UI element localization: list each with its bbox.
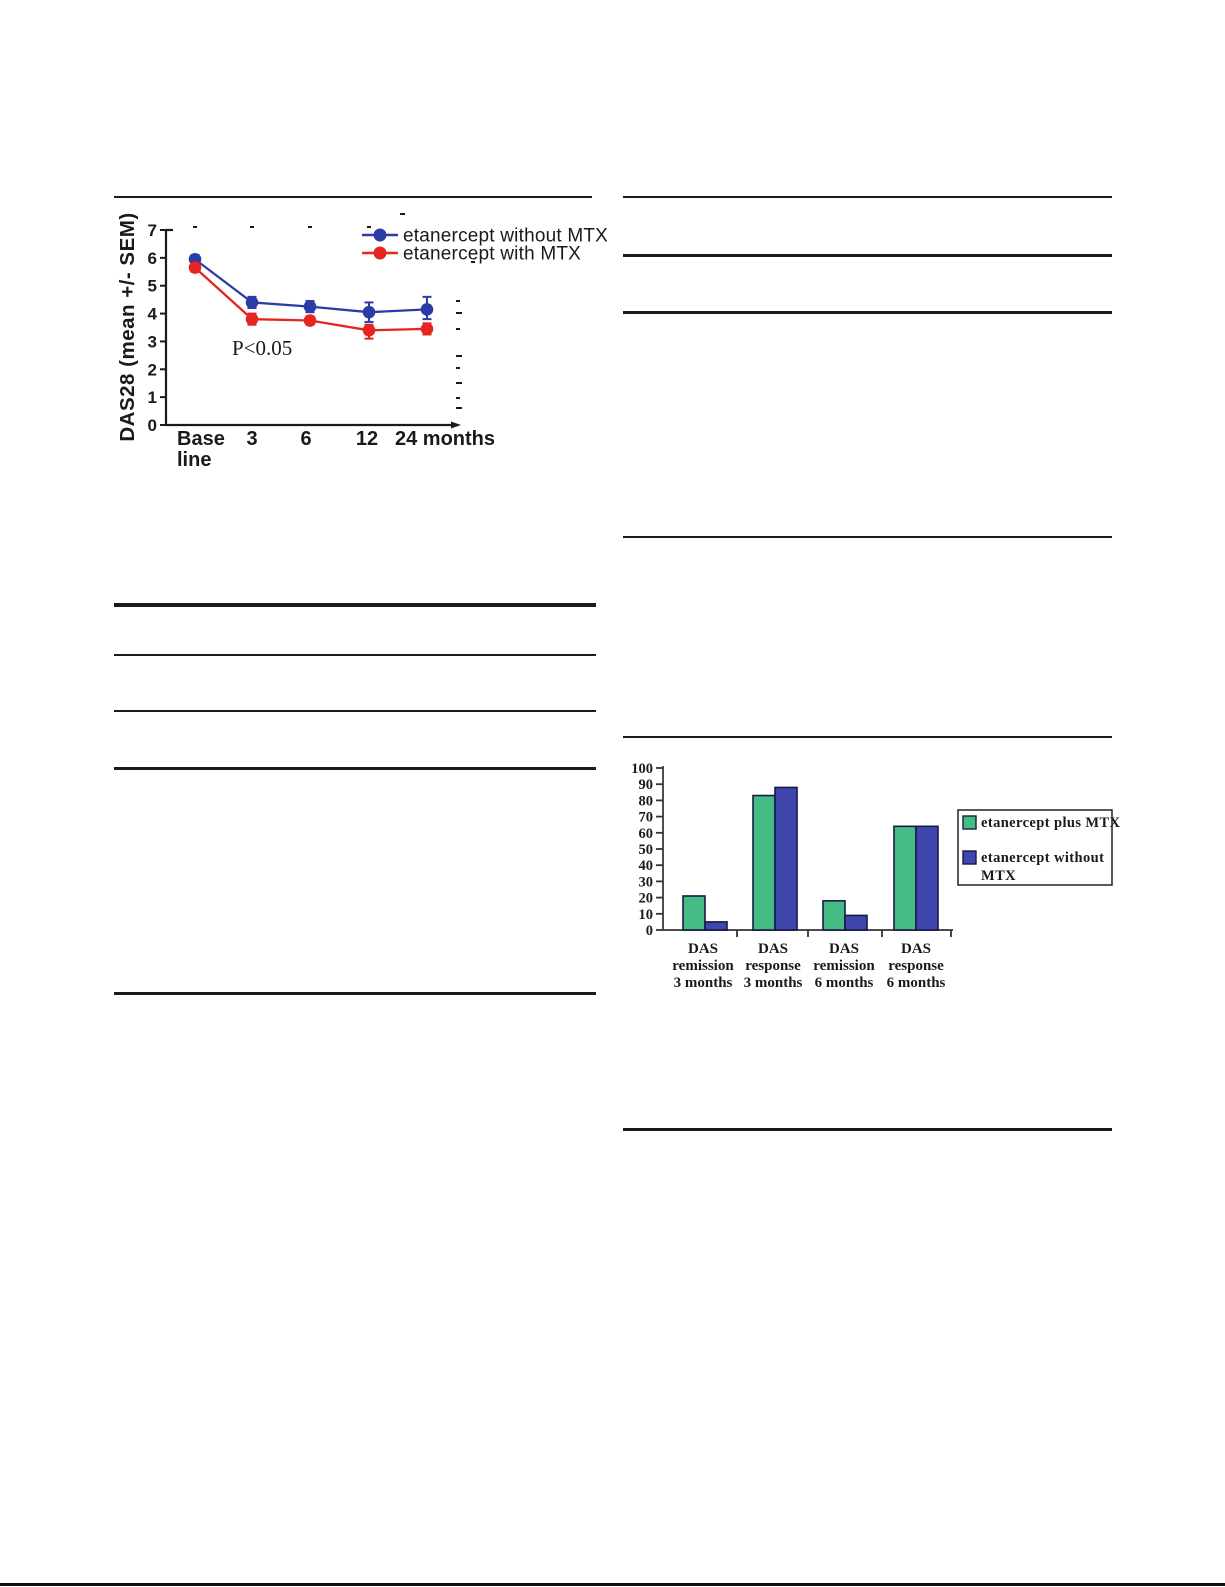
das28-line-chart-figure (110, 205, 615, 477)
bar-without-mtx (845, 915, 867, 930)
data-point-marker (363, 324, 376, 337)
x-axis-tick-label: 6 (300, 428, 312, 450)
y-axis-title: DAS28 (mean +/- SEM) (116, 212, 139, 442)
y-axis-tick-label: 100 (631, 761, 653, 777)
data-point-marker (421, 303, 434, 316)
y-axis-tick-label: 5 (147, 276, 157, 296)
y-axis-tick-label: 2 (147, 360, 157, 380)
legend-label: etanercept without MTX (403, 225, 609, 247)
x-axis-category-label: 3 months (673, 975, 733, 991)
significance-annotation: P<0.05 (232, 336, 293, 360)
y-axis-tick-label: 40 (638, 858, 653, 875)
bar-plus-mtx (894, 826, 916, 930)
bar-group (753, 787, 797, 930)
horizontal-rule (114, 654, 596, 656)
y-axis-tick-label: 20 (638, 890, 653, 907)
legend (362, 226, 608, 265)
y-axis-tick-label: 10 (638, 906, 653, 923)
legend-marker (374, 229, 387, 242)
x-axis-tick-label: 24 months (394, 428, 496, 450)
legend-label: etanercept with MTX (403, 243, 582, 265)
x-axis-category-label: remission (813, 958, 875, 974)
bar-without-mtx (705, 922, 727, 930)
horizontal-rule (114, 603, 596, 607)
legend-swatch (963, 851, 976, 864)
x-axis-tick-label: 12 (355, 428, 379, 450)
x-axis-category-label: DAS (828, 941, 860, 957)
data-point-marker (421, 323, 434, 336)
legend-label: etanercept without (981, 850, 1105, 866)
y-axis-tick-label: 0 (645, 923, 653, 939)
horizontal-rule (114, 767, 596, 770)
y-axis-tick-label: 80 (638, 793, 653, 810)
y-axis-tick-label: 6 (147, 248, 157, 268)
data-point-marker (363, 306, 376, 319)
series-etanercept-without-mtx (189, 253, 434, 322)
y-axis-tick-label: 30 (638, 874, 653, 891)
x-axis-category-label: DAS (687, 941, 719, 957)
horizontal-rule (114, 196, 592, 198)
bar-plus-mtx (683, 896, 705, 930)
y-axis-tick-label: 0 (147, 416, 157, 435)
legend-label: MTX (981, 868, 1017, 884)
horizontal-rule (623, 736, 1112, 738)
das28-line-chart (110, 205, 615, 477)
data-point-marker (304, 300, 317, 313)
x-axis-tick-label: 3 (246, 428, 258, 450)
horizontal-rule (114, 992, 596, 995)
y-axis-tick-label: 70 (638, 809, 653, 826)
x-axis-category-label: 6 months (814, 975, 874, 991)
bar-group (823, 901, 867, 930)
legend-label: etanercept plus MTX (981, 815, 1121, 831)
y-axis-tick-label: 50 (638, 842, 653, 858)
x-axis-category-label: remission (672, 958, 734, 974)
legend-marker (374, 247, 387, 260)
x-axis-category-label: DAS (900, 941, 932, 957)
data-point-marker (246, 313, 259, 326)
x-axis-category-label: response (888, 958, 944, 974)
bar-group (894, 826, 938, 930)
data-point-marker (246, 296, 259, 309)
y-axis-tick-label: 60 (638, 825, 653, 842)
y-axis-tick-label: 3 (147, 332, 157, 352)
das-remission-response-bar-chart-figure (620, 745, 1155, 1017)
legend-swatch (963, 816, 976, 829)
x-axis-category-label: 6 months (886, 975, 946, 991)
x-axis-category-label: response (745, 958, 801, 974)
series-etanercept-with-mtx (189, 261, 434, 338)
bar-group (683, 896, 727, 930)
y-axis-tick-label: 4 (147, 304, 157, 324)
horizontal-rule (623, 311, 1112, 314)
horizontal-rule (623, 254, 1112, 257)
x-axis-category-label: DAS (757, 941, 789, 957)
bar-plus-mtx (823, 901, 845, 930)
horizontal-rule (114, 710, 596, 712)
x-axis-tick-label: line (177, 449, 212, 471)
y-axis-tick-label: 90 (638, 777, 653, 794)
x-axis-category-label: 3 months (743, 975, 803, 991)
horizontal-rule (623, 536, 1112, 538)
y-axis-tick-label: 7 (147, 221, 157, 240)
bar-without-mtx (775, 787, 797, 930)
y-axis-tick-label: 1 (147, 388, 157, 408)
das-remission-response-bar-chart (620, 745, 1155, 1017)
page-bottom-scan-line (0, 1583, 1225, 1586)
legend (958, 810, 1121, 885)
bar-without-mtx (916, 826, 938, 930)
data-point-marker (304, 314, 317, 327)
x-axis-tick-label: Base (177, 428, 225, 450)
data-point-marker (189, 261, 202, 274)
horizontal-rule (623, 196, 1112, 198)
bar-plus-mtx (753, 796, 775, 930)
horizontal-rule (623, 1128, 1112, 1131)
